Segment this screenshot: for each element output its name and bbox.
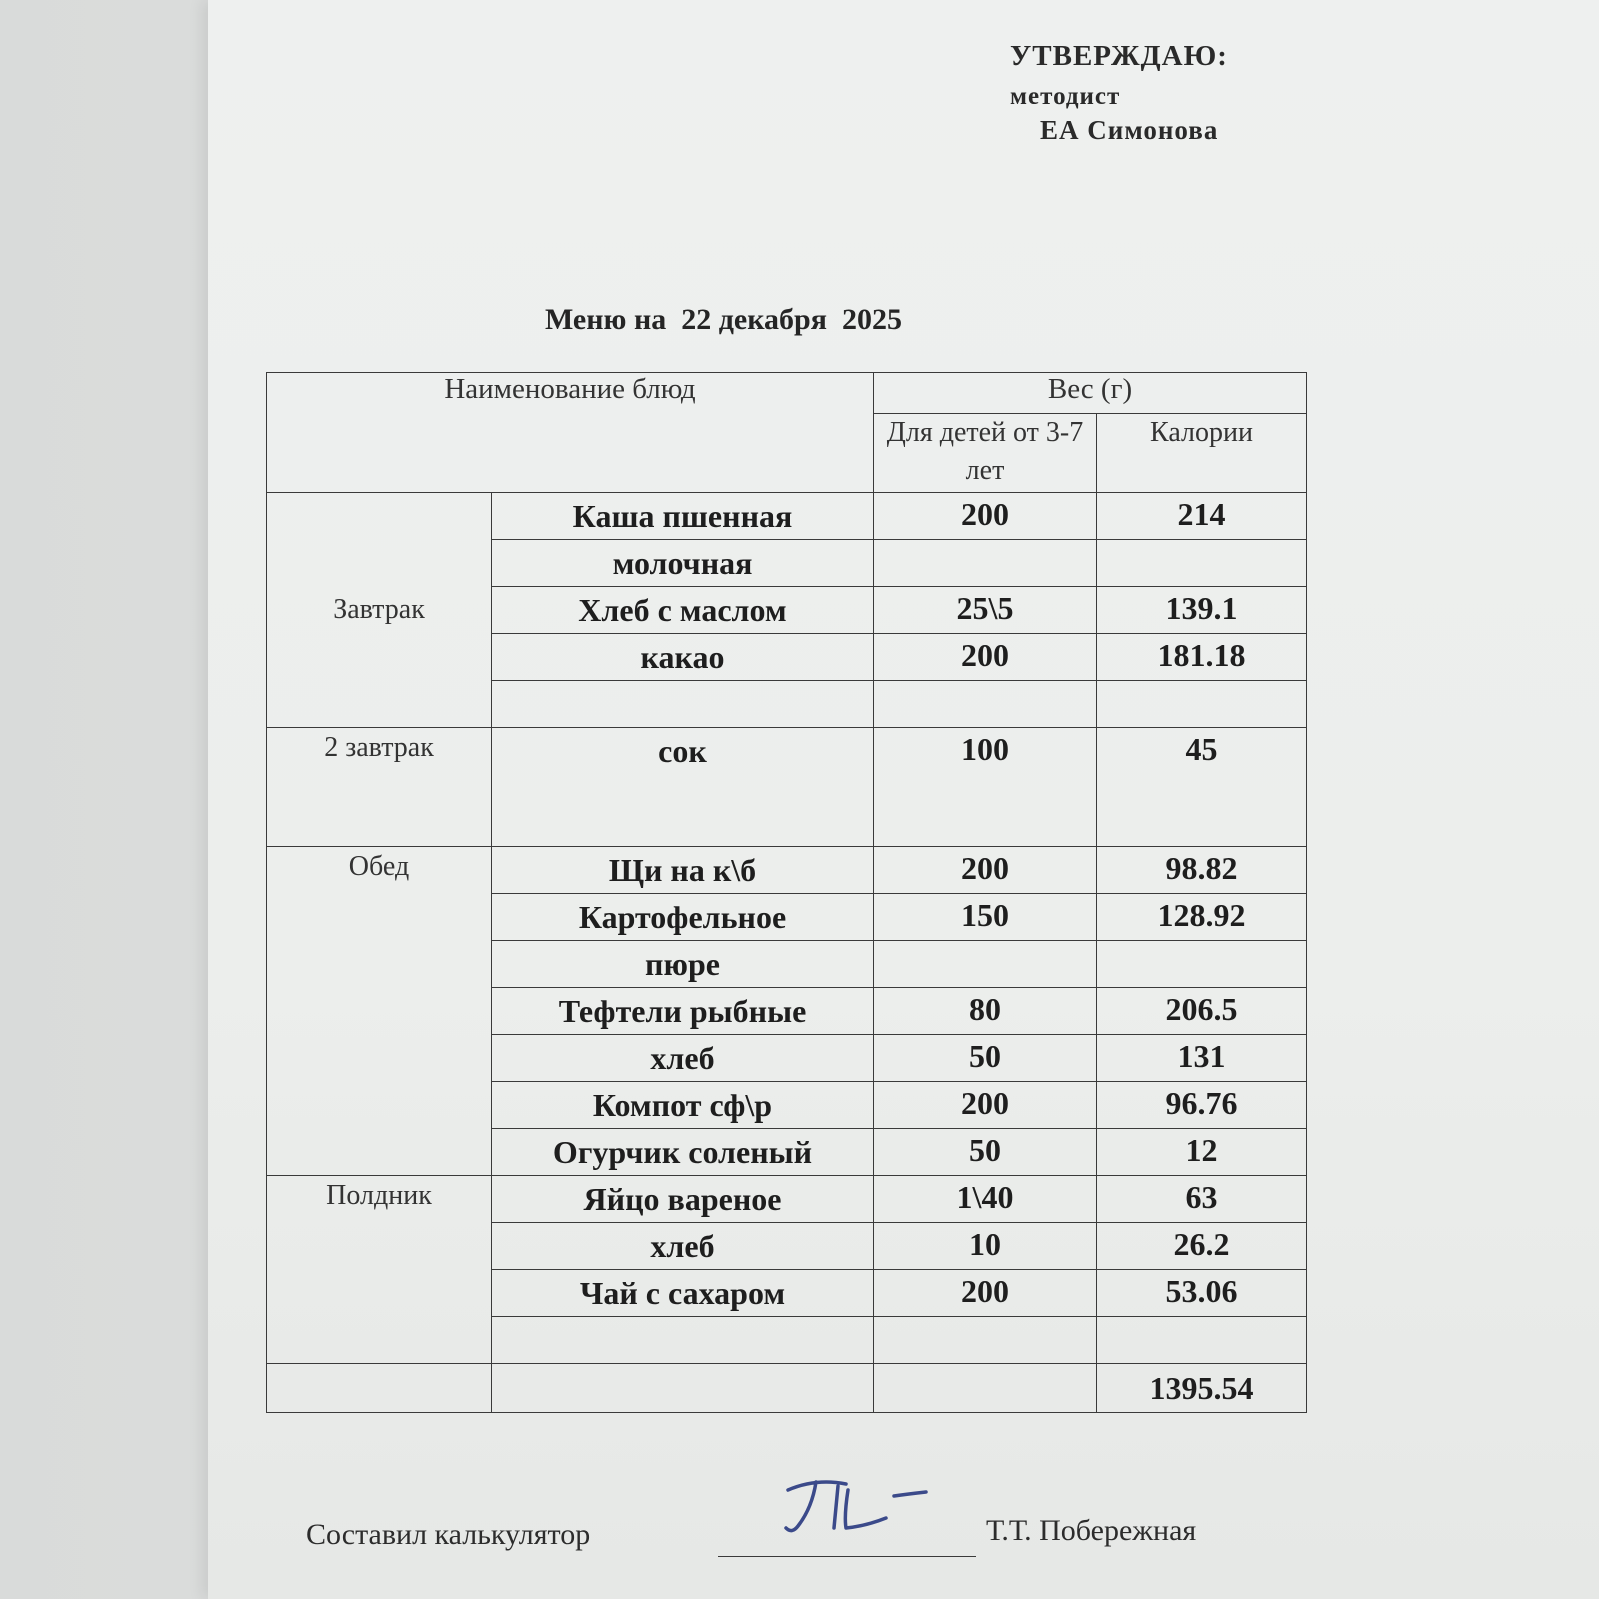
dish-weight: 200 (874, 847, 1097, 894)
dish-weight: 25\5 (874, 587, 1097, 634)
table-row (267, 493, 1307, 540)
dish-weight: 80 (874, 988, 1097, 1035)
dish-name (492, 1317, 874, 1364)
dish-calories (1097, 681, 1307, 728)
dish-weight: 200 (874, 1082, 1097, 1129)
dish-name: сок (492, 728, 874, 847)
approval-stamp (1010, 40, 1300, 146)
header-dish-name: Наименование блюд (267, 373, 874, 493)
meal-category: Полдник (267, 1176, 492, 1364)
dish-calories: 131 (1097, 1035, 1307, 1082)
dish-calories: 96.76 (1097, 1082, 1307, 1129)
meal-category: 2 завтрак (267, 728, 492, 847)
dish-weight: 1\40 (874, 1176, 1097, 1223)
dish-weight: 100 (874, 728, 1097, 847)
dish-weight: 200 (874, 634, 1097, 681)
dish-calories: 206.5 (1097, 988, 1307, 1035)
dish-weight (874, 1317, 1097, 1364)
dish-name: молочная (492, 540, 874, 587)
approval-title: УТВЕРЖДАЮ: (1010, 40, 1228, 72)
header-weight: Вес (г) (874, 373, 1307, 414)
total-empty-cell (874, 1364, 1097, 1413)
dish-name: Каша пшенная (492, 493, 874, 540)
dish-calories: 181.18 (1097, 634, 1307, 681)
dish-calories: 12 (1097, 1129, 1307, 1176)
header-calories: Калории (1097, 414, 1307, 493)
total-row (267, 1364, 1307, 1413)
dish-calories: 45 (1097, 728, 1307, 847)
dish-calories: 139.1 (1097, 587, 1307, 634)
dish-calories: 128.92 (1097, 894, 1307, 941)
dish-name: Щи на к\б (492, 847, 874, 894)
total-empty-cell (492, 1364, 874, 1413)
dish-weight: 50 (874, 1129, 1097, 1176)
dish-weight: 10 (874, 1223, 1097, 1270)
approval-name: ЕА Симонова (1040, 115, 1219, 145)
total-calories: 1395.54 (1097, 1364, 1307, 1413)
footer-label: Составил калькулятор (306, 1518, 591, 1551)
table-row (267, 1176, 1307, 1223)
dish-weight (874, 681, 1097, 728)
menu-table (266, 372, 1307, 1413)
approval-role: методист (1010, 83, 1121, 110)
dish-calories: 214 (1097, 493, 1307, 540)
dish-calories: 63 (1097, 1176, 1307, 1223)
header-row-1 (267, 373, 1307, 414)
total-empty-cell (267, 1364, 492, 1413)
dish-weight: 200 (874, 493, 1097, 540)
dish-name: Тефтели рыбные (492, 988, 874, 1035)
dish-name: какао (492, 634, 874, 681)
table-row (267, 728, 1307, 847)
handwritten-signature (776, 1468, 936, 1558)
dish-name: Яйцо вареное (492, 1176, 874, 1223)
table-row (267, 847, 1307, 894)
menu-body (267, 493, 1307, 1364)
dish-name: пюре (492, 941, 874, 988)
dish-calories: 53.06 (1097, 1270, 1307, 1317)
document-title: Меню на 22 декабря 2025 (545, 303, 902, 336)
dish-weight: 50 (874, 1035, 1097, 1082)
dish-calories (1097, 941, 1307, 988)
dish-name: Картофельное (492, 894, 874, 941)
dish-calories (1097, 1317, 1307, 1364)
header-children: Для детей от 3-7 лет (874, 414, 1097, 493)
meal-category: Завтрак (267, 493, 492, 728)
dish-name: Компот сф\р (492, 1082, 874, 1129)
dish-name: Хлеб с маслом (492, 587, 874, 634)
meal-category: Обед (267, 847, 492, 1176)
dish-calories: 98.82 (1097, 847, 1307, 894)
dish-name: хлеб (492, 1223, 874, 1270)
dish-weight: 150 (874, 894, 1097, 941)
dish-name: хлеб (492, 1035, 874, 1082)
dish-weight (874, 540, 1097, 587)
dish-calories (1097, 540, 1307, 587)
dish-name (492, 681, 874, 728)
dish-calories: 26.2 (1097, 1223, 1307, 1270)
dish-name: Чай с сахаром (492, 1270, 874, 1317)
footer (306, 1510, 1306, 1570)
dish-name: Огурчик соленый (492, 1129, 874, 1176)
footer-name: Т.Т. Побережная (986, 1514, 1197, 1547)
dish-weight (874, 941, 1097, 988)
dish-weight: 200 (874, 1270, 1097, 1317)
